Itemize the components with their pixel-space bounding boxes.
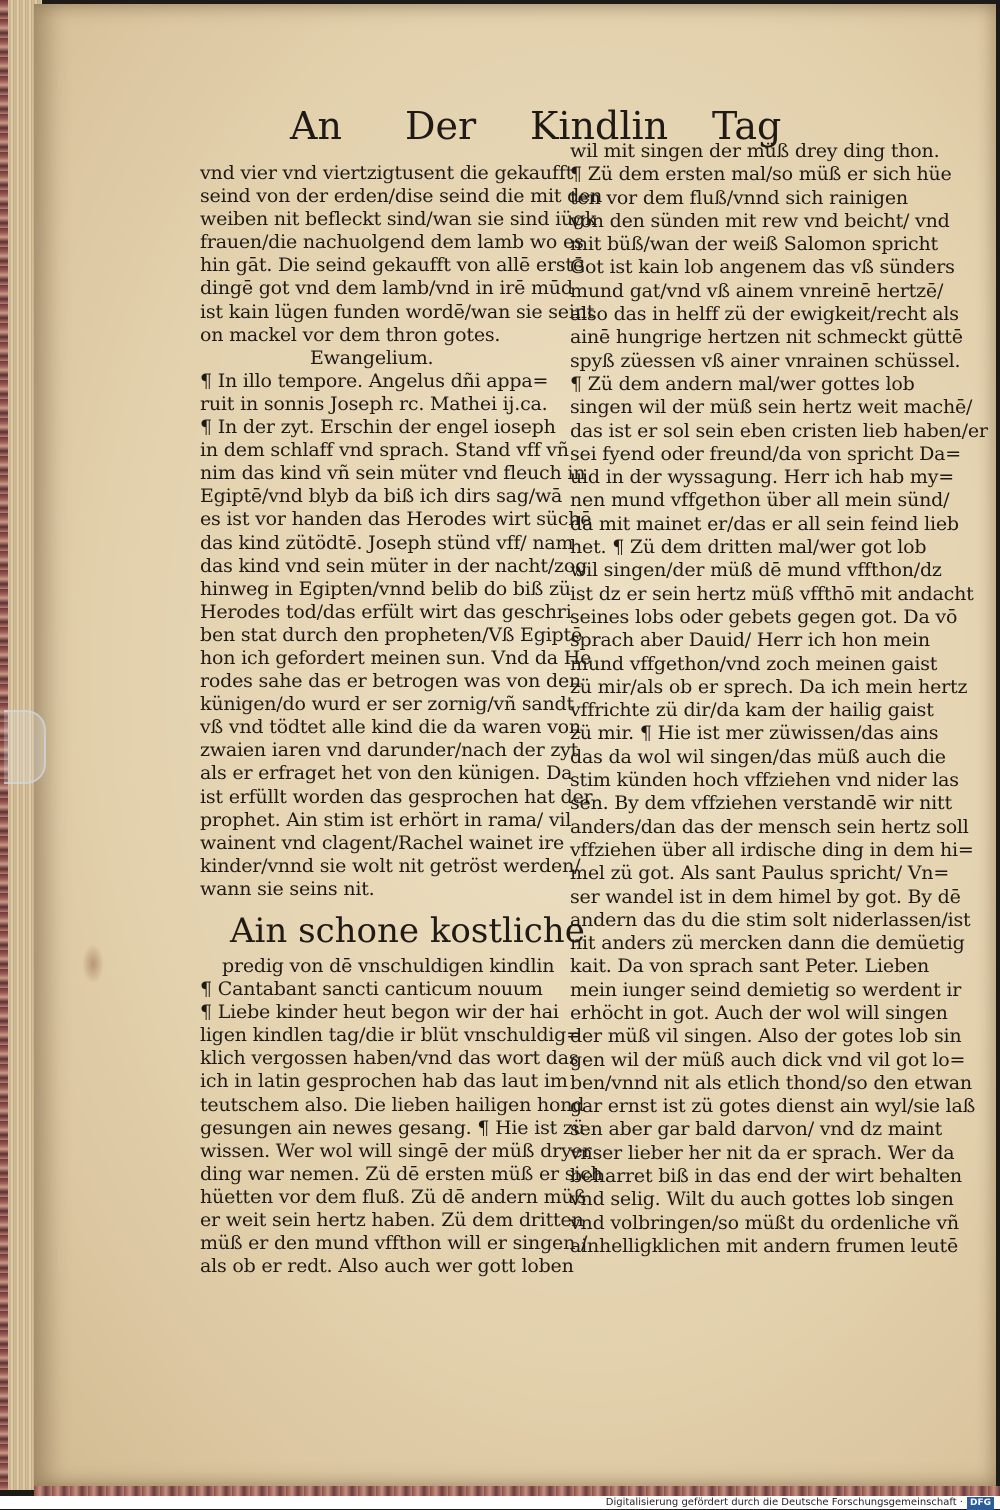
text-line: ich in latin gesprochen hab das laut im bbox=[200, 1070, 568, 1093]
text-line: ben/vnnd nit als etlich thond/so den etwan bbox=[570, 1071, 972, 1094]
text-line: ainhelligklichen mit andern frumen leutē bbox=[570, 1234, 959, 1257]
evangelium-heading: Ewangelium. bbox=[310, 346, 434, 369]
sermon-headline: Ain schone kostliche bbox=[230, 911, 585, 951]
text-line: sen aber gar bald darvon/ vnd dz maint bbox=[570, 1118, 943, 1141]
text-line: Herodes tod/das erfült wirt das geschri bbox=[200, 600, 572, 623]
text-line: dingē got vnd dem lamb/vnd in irē mūd bbox=[200, 277, 573, 300]
text-line: hon ich gefordert meinen sun. Vnd da He bbox=[200, 646, 592, 669]
text-line: teutschem also. Die lieben hailigen hond bbox=[200, 1093, 585, 1116]
dfg-logo: DFG bbox=[967, 1497, 994, 1510]
text-line: nim das kind vñ sein müter vnd fleuch in bbox=[200, 462, 586, 485]
right-text-block bbox=[570, 140, 988, 1258]
text-line: het. ¶ Zü dem dritten mal/wer got lob bbox=[570, 536, 927, 559]
text-line: kinder/vnnd sie wolt nit getröst werden/ bbox=[200, 854, 581, 877]
text-line: ainē hungrige hertzen nit schmeckt güttē bbox=[570, 326, 963, 349]
text-line: ¶ Zü dem ersten mal/so müß er sich hüe bbox=[570, 163, 952, 186]
text-line: uid in der wyssagung. Herr ich hab my= bbox=[570, 466, 954, 489]
text-line: ser wandel ist in dem himel by got. By dē bbox=[570, 885, 961, 908]
text-line: vffrichte zü dir/da kam der hailig gaist bbox=[570, 699, 934, 722]
text-line: gesungen ain newes gesang. ¶ Hie ist zü bbox=[200, 1116, 585, 1139]
text-line: hin gāt. Die seind gekaufft von allē erstē bbox=[200, 254, 584, 277]
text-line: ist kain lügen funden wordē/wan sie seint bbox=[200, 300, 595, 323]
text-line: müß er den mund vffthon will er singen / bbox=[200, 1232, 588, 1255]
text-line: seind von der erden/dise seind die mit den bbox=[200, 185, 603, 208]
running-head-word: Der bbox=[405, 104, 477, 148]
text-line: das da wol wil singen/das müß auch die bbox=[570, 745, 946, 768]
text-line: ¶ Cantabant sancti canticum nouum bbox=[200, 978, 543, 1001]
text-line: nen mund vffgethon über all mein sünd/ bbox=[570, 489, 950, 512]
gospel-text-block bbox=[200, 369, 593, 901]
text-line: sei fyend oder freund/da von spricht Da= bbox=[570, 442, 962, 465]
text-line: mund vffgethon/vnd zoch meinen gaist bbox=[570, 652, 938, 675]
text-line: mit büß/wan der weiß Salomon spricht bbox=[570, 233, 938, 256]
text-line: vnd selig. Wilt du auch gottes lob singen bbox=[570, 1188, 954, 1211]
text-line: kait. Da von sprach sant Peter. Lieben bbox=[570, 955, 930, 978]
text-line: erhöcht in got. Auch der wol will singen bbox=[570, 1001, 948, 1024]
text-line: vnd vier vnd viertzigtusent die gekaufft bbox=[200, 162, 574, 184]
text-line: Egiptē/vnd blyb da biß ich dirs sag/wā bbox=[200, 485, 563, 508]
text-line: wainent vnd clagent/Rachel wainet ire bbox=[200, 831, 565, 854]
text-line: sprach aber Dauid/ Herr ich hon mein bbox=[570, 629, 930, 652]
stain-mark bbox=[82, 944, 104, 984]
text-line: anders/dan das der mensch sein hertz soll bbox=[570, 815, 969, 838]
text-line: wil singen/der müß dē mund vffthon/dz bbox=[570, 559, 942, 582]
text-line: er weit sein hertz haben. Zü dem dritten bbox=[200, 1209, 584, 1232]
sermon-text-block bbox=[200, 955, 603, 1278]
text-line: ligen kindlen tag/die ir blüt vnschuldig= bbox=[200, 1024, 582, 1047]
text-line: ¶ Zü dem andern mal/wer gottes lob bbox=[570, 372, 915, 395]
text-line: Got ist kain lob angenem das vß sünders bbox=[570, 256, 955, 279]
text-line: wil mit singen der müß drey ding thon. bbox=[570, 140, 940, 162]
text-line: ten vor dem fluß/vnnd sich rainigen bbox=[570, 186, 908, 209]
text-line: ding war nemen. Zü dē ersten müß er sich bbox=[200, 1162, 603, 1185]
text-line: in dem schlaff vnd sprach. Stand vff vñ bbox=[200, 439, 569, 462]
text-line: spyß züessen vß ainer vnrainen schüssel. bbox=[570, 349, 961, 372]
text-line: rodes sahe das er betrogen was von den bbox=[200, 670, 582, 693]
text-line: da mit mainet er/das er all sein feind lieb bbox=[570, 512, 959, 535]
text-line: klich vergossen haben/vnd das wort das bbox=[200, 1047, 579, 1070]
text-line: also das in helff zü der ewigkeit/recht als bbox=[570, 303, 959, 326]
text-line: zü mir/als ob er sprech. Da ich mein hertz bbox=[570, 675, 968, 698]
text-line: es ist vor handen das Herodes wirt süchē bbox=[200, 508, 592, 531]
text-line: vffziehen über all irdische ding in dem hi= bbox=[570, 838, 974, 861]
text-line: von den sünden mit rew vnd beicht/ vnd bbox=[570, 209, 950, 232]
text-line: ¶ In der zyt. Erschin der engel ioseph bbox=[200, 416, 556, 439]
text-line: beharret biß in das end der wirt behalten bbox=[570, 1165, 962, 1188]
footer-credit: Digitalisierung gefördert durch die Deutsche Forschungsgemeinschaft · bbox=[605, 1497, 963, 1508]
text-line: das kind zütödtē. Joseph stünd vff/ nam bbox=[200, 531, 574, 554]
right-column bbox=[570, 140, 988, 1258]
text-line: das ist er sol sein eben cristen lieb haben/er bbox=[570, 419, 988, 442]
text-line: on mackel vor dem thron gotes. bbox=[200, 323, 501, 346]
left-column bbox=[200, 162, 603, 1278]
text-line: prophet. Ain stim ist erhört in rama/ vil bbox=[200, 808, 572, 831]
footer-bar bbox=[0, 1496, 1000, 1509]
text-line: predig von dē vnschuldigen kindlin bbox=[222, 955, 555, 977]
text-line: hinweg in Egipten/vnnd belib do biß zü bbox=[200, 577, 571, 600]
running-head-word: An bbox=[290, 104, 342, 148]
text-line: stim künden hoch vffziehen vnd nider las bbox=[570, 769, 959, 792]
page-clip bbox=[4, 710, 46, 784]
text-line: der müß vil singen. Also der gotes lob sin bbox=[570, 1025, 962, 1048]
text-line: singen wil der müß sein hertz weit machē/ bbox=[570, 396, 973, 419]
text-line: frauen/die nachuolgend dem lamb wo es bbox=[200, 231, 584, 254]
text-line: ist erfüllt worden das gesprochen hat der bbox=[200, 785, 593, 808]
running-head-word: Kindlin bbox=[530, 104, 669, 148]
text-line: ist dz er sein hertz müß vffthō mit andacht bbox=[570, 582, 974, 605]
text-line: wissen. Wer wol will singē der müß dryer bbox=[200, 1139, 592, 1162]
text-line: wann sie seins nit. bbox=[200, 877, 375, 900]
text-line: ruit in sonnis Joseph rc. Mathei ij.ca. bbox=[200, 392, 548, 415]
text-line: vnser lieber her nit da er sprach. Wer da bbox=[570, 1141, 955, 1164]
text-line: mel zü got. Als sant Paulus spricht/ Vn= bbox=[570, 862, 950, 885]
text-line: nit anders zü mercken dann die demüetig bbox=[570, 932, 965, 955]
text-line: zwaien iaren vnd darunder/nach der zyt bbox=[200, 739, 579, 762]
marbled-edge-bottom bbox=[34, 1486, 1000, 1496]
text-line: ben stat durch den propheten/Vß Egiptē bbox=[200, 623, 583, 646]
text-line: ¶ Liebe kinder heut begon wir der hai bbox=[200, 1001, 559, 1024]
text-line: vß vnd tödtet alle kind die da waren von bbox=[200, 716, 581, 739]
text-line: zü mir. ¶ Hie ist mer züwissen/das ains bbox=[570, 722, 939, 745]
running-head-word: Tag bbox=[712, 104, 782, 148]
text-line: gar ernst ist zü gotes dienst ain wyl/sie laß bbox=[570, 1095, 976, 1118]
text-line: als er erfraget het von den künigen. Da bbox=[200, 762, 573, 785]
text-line: sen. By dem vffziehen verstandē wir nitt bbox=[570, 792, 952, 815]
text-line: das kind vnd sein müter in der nacht/zog bbox=[200, 554, 588, 577]
left-text-block bbox=[200, 162, 603, 347]
text-line: vnd volbringen/so müßt du ordenliche vñ bbox=[570, 1211, 959, 1234]
text-line: ¶ In illo tempore. Angelus dñi appa= bbox=[200, 369, 549, 392]
text-line: mein iunger seind demietig so werdent ir bbox=[570, 978, 962, 1001]
text-line: seines lobs oder gebets gegen got. Da vō bbox=[570, 605, 958, 628]
text-line: gen wil der müß auch dick vnd vil got lo= bbox=[570, 1048, 966, 1071]
text-line: weiben nit befleckt sind/wan sie sind iügk bbox=[200, 208, 597, 231]
text-line: hüetten vor dem fluß. Zü dē andern müß bbox=[200, 1185, 586, 1208]
text-line: künigen/do wurd er ser zornig/vñ sandt bbox=[200, 693, 574, 716]
text-line: mund gat/vnd vß ainem vnreinē hertzē/ bbox=[570, 279, 944, 302]
text-line: andern das du die stim solt niderlassen/ist bbox=[570, 908, 971, 931]
text-line: als ob er redt. Also auch wer gott loben bbox=[200, 1255, 574, 1278]
